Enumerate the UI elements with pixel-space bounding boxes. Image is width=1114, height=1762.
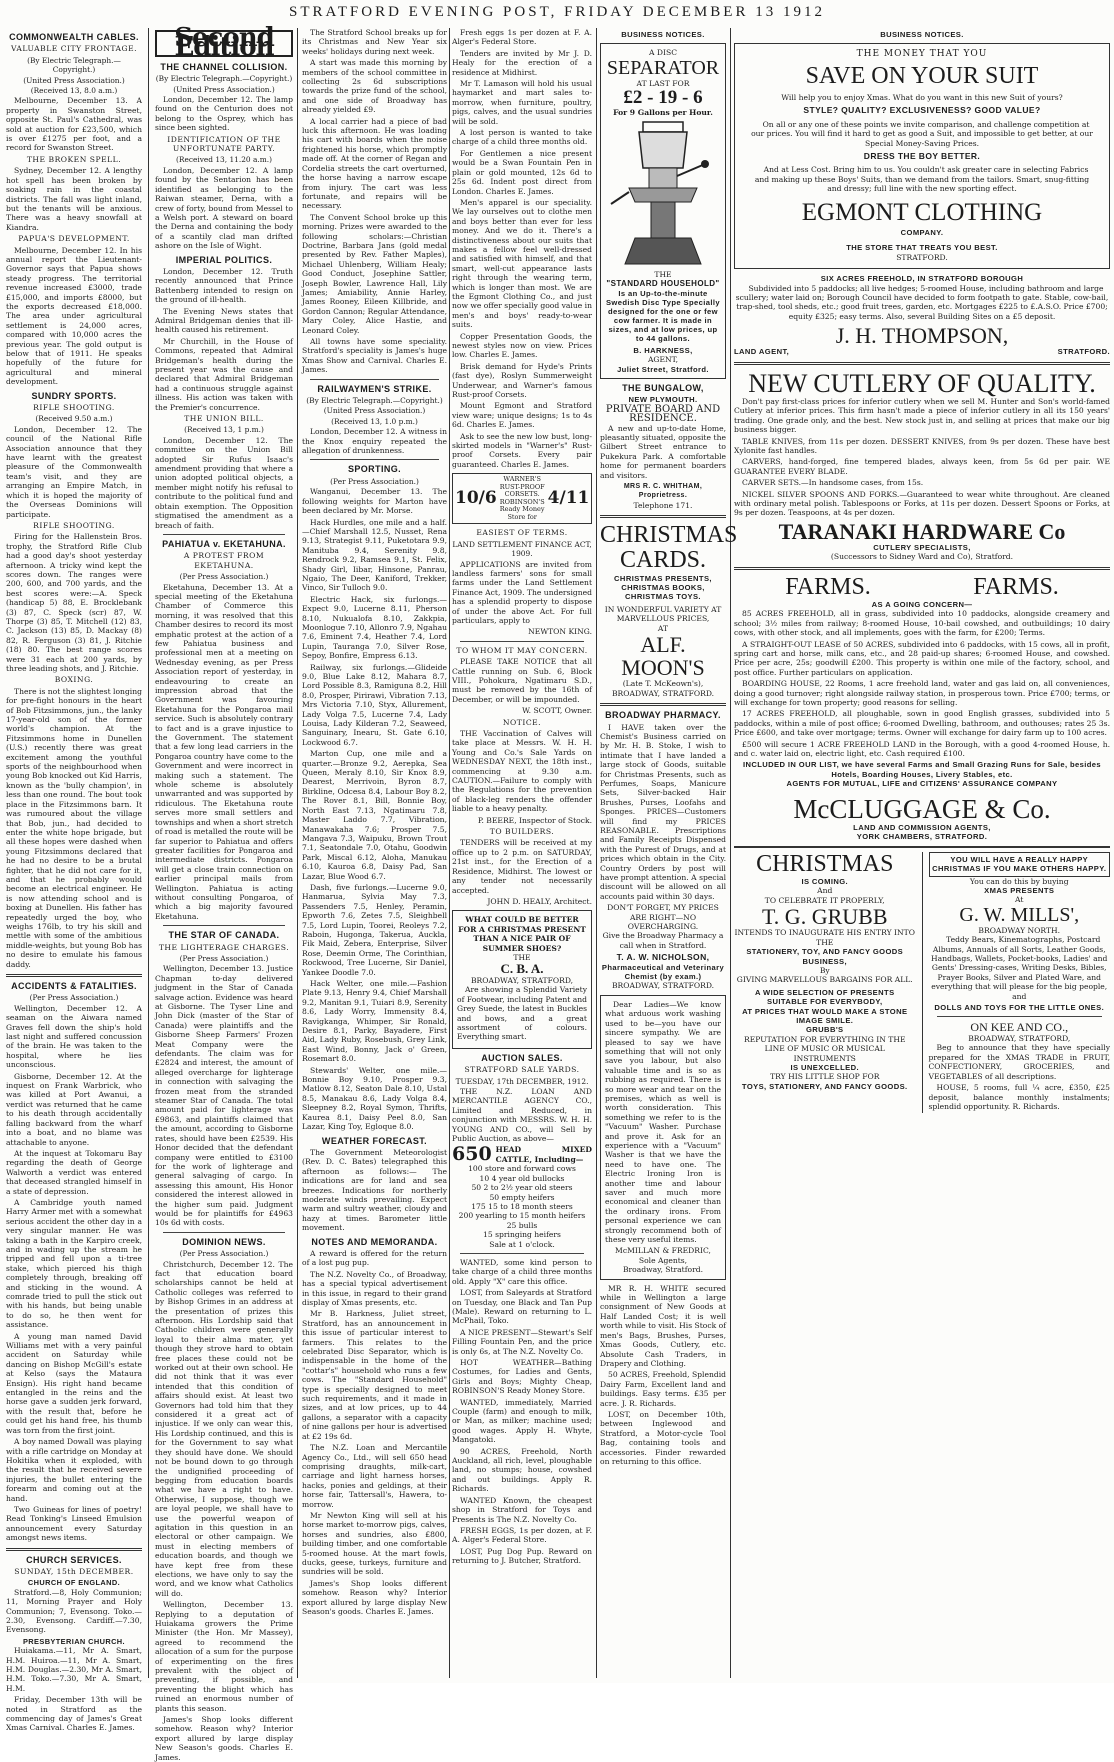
article-text: A boy named Dowall was playing with a rifle cartridge on Monday at Hokitika when it exploded, with the result that he received severe injuries, the bullet entering the forearm and coming out at the hand. xyxy=(6,1437,142,1503)
subheadline: STRATFORD SALE YARDS. xyxy=(464,1065,580,1075)
article-text: Mr T. Lamason will hold his usual haymarket and mart sales to-morrow, when furniture, poultry, pigs, calves, and the usual sundries will be sold. xyxy=(452,79,592,126)
advert-text: TRY HIS LITTLE SHOP FOR xyxy=(770,1072,880,1082)
headline: SPORTING. xyxy=(347,464,402,475)
headline: AUCTION SALES. xyxy=(481,1052,563,1063)
list-item: 15 springing heifers xyxy=(483,1230,561,1240)
cattle-heading xyxy=(452,1145,592,1164)
advert-text: APPLICATIONS are invited from landless farmers' sons for small farms under the Land Settlement Finance Act, 1909. The undersigned has a splendid property to dispose of under the above Act. For full particulars, apply to xyxy=(452,559,592,625)
byline: (By Electric Telegraph.—Copyright.) xyxy=(155,74,293,84)
section-header: BUSINESS NOTICES. xyxy=(880,30,964,39)
classified-ad: HOT WEATHER—Bathing Costumes, for Ladies and Gents, Girls and Boys; Mighty Cheap, ROBINSON'S Ready Money Store. xyxy=(452,1358,592,1396)
divider xyxy=(734,567,1110,570)
subheadline: TO BUILDERS. xyxy=(489,827,555,837)
headline: IMPERIAL POLITICS. xyxy=(175,254,273,265)
subheadline: THE BROKEN SPELL. xyxy=(26,154,122,164)
article-text: Sydney, December 12. A lengthy hot spell has been broken by soaking rain in the coastal districts. The fall was light inland, but the tenants will be anxious. There was a heavy snowfall at Kiandra. xyxy=(6,166,142,232)
advert-line: CHRISTMAS PRESENTS, xyxy=(614,573,712,583)
article-text: London, December 12. Truth recently announced that Prince Battenberg intended to resign on the ground of ill-health. xyxy=(155,266,293,305)
advert-brand: C. B. A. xyxy=(500,961,544,977)
advert-text: Dear Ladies—We know what arduous work washing used to be—you have our sincere sympathy. We are pleased to say we have something that will not only save you labour, but also valuable time and is so as rubbing as required. There is so more wear and tear on the premises, which as well is worth consideration. This something we refer to is the "Vacuum" Washer. Purchase and prove it. Ask for an experience with a "Vacuum" Washer is that we have the need to have one. The Electric Ironing Iron is another time and labour saver and much more economical and cleaner than the ordinary irons. From personal experience we can strongly recommend both of these very useful items. xyxy=(605,999,721,1245)
byline: (Per Press Association.) xyxy=(330,476,419,486)
subheadline: RIFLE SHOOTING. xyxy=(33,520,115,530)
list-item: 25 bulls xyxy=(506,1220,538,1230)
advert-heading: NEW CUTLERY OF QUALITY. xyxy=(748,368,1096,398)
sale-time: Sale at 1 o'clock. xyxy=(489,1239,555,1249)
advert-text: Is an Up-to-the-minute Swedish Disc Type Specially designed for the one or few cow farmer. It is made in sizes, and at low prices, up to 44 gallons. xyxy=(605,288,721,343)
advert-slogan: THE STORE THAT TREATS YOU BEST. xyxy=(846,243,998,253)
divider xyxy=(163,534,285,535)
advert-text: XMAS PRESENTS xyxy=(984,886,1055,896)
advert-heading: DRESS THE BOY BETTER. xyxy=(863,151,981,162)
headline: CHURCH SERVICES. xyxy=(26,1554,122,1565)
article-text: Eketahuna, December 13. At a special meeting of the Eketahuna Chamber of Commerce this morning, it was resolved that this Chamber desires to record its most emphatic protest at the action of a few Pahiatua business and professional men at a meeting on Wednesday evening, as per Press Association report of yesterday, in endeavouring to create an impression abroad that the Government was favouring Eketahuna for the Pongaroa mail service. Such is absolutely contrary to fact and is a grave injustice to the Government. The statement that a few long lead carriers in the Pongaroa country have come to the Government and were incorrect in making such a statement. The whole scheme is absolutely unwarranted and was supported by ridiculous. The Eketahuna route serves more small settlers and townships and when a short stretch of road is metalled the route will be far superior to Pahiatua and offers greater facilities for Pongaroa and intermediate districts. Pongaroa will get a close train connection on earlier principal mails from Wellington. Pahiatua is acting without consulting Pongaroa, of which a big majority favoured Eketahuna. xyxy=(155,582,293,921)
article-text: At the inquest at Tokomaru Bay regarding the death of George Walworth a verdict was entered that deceased strangled himself in a state of depression. xyxy=(6,1148,142,1196)
article-text: Stewards' Welter, one mile.—Bonnie Boy 9.10, Prosper 9.3, Matlow 8.12, Seaton Dale 8.10, Ustal 8.5, Manakau 8.6, Lady Volga 8.4, Sleepney 8.2, Royal Symon, Thrifts, Kaurea 8.1, Daisy Peel 8.0, San Lazar, King Toy, Egloque 8.0. xyxy=(302,1065,447,1132)
received-time: (Received 13, 1 p.m.) xyxy=(184,425,264,435)
article-text: The Convent School broke up this morning. Prizes were awarded to the following scholars:—Christian Doctrine, Barbara Jans (gold medal presented by Rev. Father Maples), Michael Uhlenberg, William Healy; Good Conduct, Josephine Sattler, Joseph Bowler, Lawrence Hall, Lily James; Amiability, Annie Harley, James Rooney, Eileen Killbride, and Gordon Cannon; Regular Attendance, Mary Coley, Alice Hastie, and Leonard Coley. xyxy=(302,212,447,335)
classified-ad: WANTED, immediately, Married Couple (farm) and enough to milk, or Man, as milker; machine used; good wages. Apply H. Whyte, Mangatoki. xyxy=(452,1397,592,1445)
article-text: Brisk demand for Hyde's Prints (fast dye), Roslyn Summerweight Underwear, and Warner's famous Rust-proof Corsets. xyxy=(452,361,592,400)
advert-brand: EGMONT CLOTHING xyxy=(801,198,1043,226)
article-text: A Cambridge youth named Harry Armer met with a somewhat serious accident the other day in a very singular manner. He was taking a bath in the Karpiro creek, and in wading up the stream he tripped and fell upon a ti-tree stake, which pierced his thigh completely through, breaking off and sticking in the wound. A comrade tried to pull the stick out with his hands, but being unable to do so, he then went for assistance. xyxy=(6,1197,142,1330)
advert-heading: PRIVATE BOARD AND RESIDENCE. xyxy=(605,403,721,425)
article-text: Copper Presentation Goods, the newest styles now on view. Prices low. Charles E. James. xyxy=(452,331,592,360)
advert-text: REPUTATION FOR EVERYTHING IN THE LINE OF MUSIC OR MUSICAL INSTRUMENTS xyxy=(744,1034,906,1063)
subheadline: NEW PLYMOUTH. xyxy=(628,395,698,405)
article-text: The N.Z. Novelty Co., of Broadway, has a special typical advertisement in this issue, in regard to their grand display of Xmas presents, etc. xyxy=(302,1269,447,1307)
advert-text: On all or any one of these points we invite comparison, and challenge competition at our prices. You will find it hard to get as good a Suit, and impossible to get better, at our Special Money-Saving Prices. xyxy=(751,119,1093,148)
divider xyxy=(310,459,439,460)
article-text: James's Shop looks different somehow. Reason why? Interior export allured by large display New Season's goods. Charles E. James. xyxy=(302,1578,447,1616)
received-time: (Received 9.50 a.m.) xyxy=(35,414,113,424)
advert-brand: SEPARATOR xyxy=(606,56,720,79)
advert-signature: P. BEERE, Inspector of Stock. xyxy=(477,815,592,825)
byline: (United Press Association.) xyxy=(173,84,275,94)
advert-address: BROADWAY, STRATFORD, xyxy=(470,975,574,985)
advert-text: DON'T FORGET, MY PRICES ARE RIGHT—NO OVERCHARGING. xyxy=(607,903,719,932)
column-2 xyxy=(155,23,293,1762)
classified-ad: LOST, Pug Dog Pup. Reward on returning to J. Butcher, Stratford. xyxy=(452,1546,592,1566)
cattle-count: 650 xyxy=(452,1143,492,1166)
column-rule xyxy=(297,28,298,1678)
advert-text: LAND AND COMMISSION AGENTS, xyxy=(853,822,991,832)
divider xyxy=(310,379,439,380)
advert-text: A new and up-to-date Home, pleasantly situated, opposite the Gilbert Street entrance to Pukekura Park. A comfortable home for permanent boarders and visitors. xyxy=(600,423,726,480)
list-item: 175 15 to 18 month steers xyxy=(471,1201,573,1211)
grubb-advert xyxy=(734,852,916,1114)
article-text: There is not the slightest longing for pre-fight honours in the heart of Bob Fitzsimmons, jun., the lanky 17-year-old son of the former world's champion. At the Fitzsimmons home in Dunellen (U.S.) recently there was great excitement among the youthful sports of the neighbourhood when young Bob knocked out Kid Harris, known as the 'bully champion', in less than one round. The bout took place in the Fitzsimmons barn. It was rumoured about the village that Bob, jun., had decided to enter the white hope brigade, but all these hopes were dashed when young Fitzsimmons declared that he had no desire to be a brutal fighter, that he did not care for it, and that he probably would become an electrical engineer. He is now attending school and is boxing at Dunellen. His father has repeatedly urged the boy, who weighs 176lb, to try his skill and mettle with some of the ambitious middle-weights, but young Bob has no desire to emulate his famous daddy. xyxy=(6,686,142,969)
list-item: 10 4 year old bullocks xyxy=(479,1173,565,1183)
advert-brand: McCLUGGAGE & Co. xyxy=(793,793,1051,824)
divider xyxy=(734,362,1110,365)
column-rule xyxy=(730,28,731,1678)
byline: (By Electric Telegraph.—Copyright.) xyxy=(27,55,121,75)
list-item: 100 store and forward cows xyxy=(468,1164,576,1174)
advert-text: TENDERS will be received at my office up to 2 p.m. on SATURDAY, 21st inst., for the Erection of a Residence, Midhirst. The lowest or any tender not necessarily accepted. xyxy=(452,838,592,895)
byline: (United Press Association.) xyxy=(323,406,426,416)
advert-text: A WIDE SELECTION OF PRESENTS SUITABLE FOR EVERYBODY, xyxy=(754,987,895,1007)
article-text: For Gentlemen a nice present would be a Swan Fountain Pen in plain or gold mounted, 12s 6d to 25s 6d. Indent post direct from London. Charles E. James. xyxy=(452,148,592,196)
article-text: A reward is offered for the return of a lost pug pup. xyxy=(302,1248,447,1268)
advert-text: AT xyxy=(657,623,669,633)
advert-text: Don't pay first-class prices for inferior cutlery when we sell M. Hunter and Son's world-famed Cutlery at inferior prices. This firm hasn't made a piece of inferior cutlery in all its 150 years' trading. One grade only, and the best. New stock just in, and selling at prices that make our big business bigger. xyxy=(734,396,1110,435)
section-header: BUSINESS NOTICES. xyxy=(621,30,705,39)
advert-text: At xyxy=(1015,895,1024,905)
article-text: Christchurch, December 12. The fact that education board scholarships cannot be held at Catholic colleges was referred to by Bishop Grimes in an address at the presentation of prizes this afternoon. His Lordship said that Catholic children were generally loyal to their alma mater, yet though they strove hard to obtain free places these could not be worked out at their own school. He did not think that it was ever intended that this condition of affairs should exist. At least two Governors had told him that they considered it a great act of injustice. If we only can wear this, His Lordship continued, and this is for the Government to say what they should have done. We should not be bound down to go through the undignified proceeding of begging from education boards what we have a right to have. Otherwise, I suppose, though we are loyal people, we shall have to use the powerful weapon of agitation in this question in an electoral or other campaign. We must in electing members of education boards, and though we have kept free from these elections, we have only to say the word, and we know what Catholics will do. xyxy=(155,1259,293,1598)
price: 4/11 xyxy=(547,488,590,509)
headline: WEATHER FORECAST. xyxy=(321,1135,428,1146)
advert-heading: FARMS. xyxy=(973,573,1059,600)
subheadline: THE UNION BILL. xyxy=(184,414,264,424)
advert-heading: CHRISTMAS xyxy=(600,522,738,549)
article-text: Two Guineas for lines of poetry! Read Tonking's Linseed Emulsion announcement every Saturday amongst news items. xyxy=(6,1504,142,1543)
byline: (United Press Association.) xyxy=(23,75,125,85)
article-text: Wellington, December 13. Replying to a deputation of Huiakama growers the Prime Minister (the Hon. Mr Massey), agreed to recommend the allocation of a sum for the purpose of experimenting on the fires prevalent with the object of preventing, if possible, and preventing the blight which has ruined an enormous number of plants this season. xyxy=(155,1600,293,1713)
advert-address: BROADWAY, STRATFORD. xyxy=(611,981,715,991)
list-item: 50 2 to 2½ year old steers xyxy=(471,1183,573,1193)
column-6 xyxy=(734,28,1110,1676)
article-text: James's Shop looks different somehow. Reason why? Interior export allured by large display New Season's goods. Charles E. James. xyxy=(155,1715,293,1762)
article-text: All towns have some speciality. Stratford's speciality is James's huge Xmas Show and Carnival. Charles E. James. xyxy=(302,337,447,375)
section-label: CHURCH OF ENGLAND. xyxy=(27,1578,121,1588)
article-text: Mr Churchill, in the House of Commons, repeated that Admiral Bridgeman's health during the present year was the cause and declared that Admiral Bridgeman had a continuous struggle against illness. His action was taken with the Premier's concurrence. xyxy=(155,336,293,412)
article-text: Gisborne, December 12. At the inquest on Frank Warbrick, who was killed at Port Awanui, a verdict was returned that he came to his death through accidentally falling backward from the wharf into a boat, and no blame was attachable to anyone. xyxy=(6,1071,142,1147)
advert-text: TABLE KNIVES, from 11s per dozen. DESSERT KNIVES, from 9s per dozen. These have best Xylonite fast handles. xyxy=(734,436,1110,455)
classified-ad: HOUSE, 5 rooms, full ¼ acre, £350, £25 deposit, balance monthly instalments; splendid opportunity. R. Richards. xyxy=(928,1083,1110,1111)
headline: THE STAR OF CANADA. xyxy=(168,930,280,941)
advert-text: Teddy Bears, Kinematographs, Postcard Albums, Annuals of all Sorts, Leather Goods, Handbags, Wallets, Pocket-books, Ladies' and Gents' Dressing-cases, Writing Desks, Bibles, Prayer Books, Silver and Plated Ware, and everything that will please for the big people, and xyxy=(931,935,1108,1001)
article-text: Friday, December 13th will be noted in Stratford as the commencing day of James's Great Xmas Carnival. Charles E. James. xyxy=(6,1695,142,1733)
advert-signature: MRS R. C. WHITHAM, Proprietress. xyxy=(623,483,703,500)
article-text: Mr B. Harkness, Juliet street, Stratford, has an announcement in this issue of particular interest to farmers. This relates to the celebrated Disc Separator, which is indispensable in the home of the "cottar's" household who runs a few cows. The "Standard Household" type is specially designed to meet such requirements, and it made in sizes, and at low prices, up to 44 gallons, a separator with a capacity of nine gallons per hour is advertised at £2 19s 6d. xyxy=(302,1309,447,1441)
separator-illustration xyxy=(605,118,721,268)
article-text: Marton Cup, one mile and a quarter.—Bronze 9.2, Aerepka, Sea Queen, Meraly 8.10, Sir Knox 8.9, Dearest, Merrivoin, Byron 8.7, Birkline, Odcesa 8.4, Labour Boy 8.2, The Rover 8.1, Bill, Bonnie Boy, North East 7.13, Ngatimaru 7.8, Master Laddo 7.7, Vibration, Manawakaha 7.6; Prosper 7.5, Mangava 7.3, Waipuku, Brown Trout 7.1, Seatondale 7.0, Otahu, Goodwin Park, Miscal 6.12, Aloha, Manukau 6.10, Kauroa 6.8, Daisy Pad, San Lazar, Blue Wood 6.7. xyxy=(302,749,447,881)
subheadline: VALUABLE CITY FRONTAGE. xyxy=(10,44,138,54)
subheadline: THE LIGHTERAGE CHARGES. xyxy=(158,942,290,952)
advert-text: IS UNEXCELLED. xyxy=(790,1062,859,1072)
article-text: London, December 12. The council of the National Rifle Association announce that they have learnt with the greatest pleasure of the Commonwealth team's visit, and they are arranging an Empire Match, in which it is hoped the majority of the Overseas Dominions will participate. xyxy=(6,424,142,519)
advert-text: NICKEL SILVER SPOONS AND FORKS.—Guaranteed to wear white throughout. Are cleaned with ordinary metal polish. Tablespoons or Forks, at 11s per dozen. Dessert Spoons or Forks, at 9s per dozen. Teaspoons, at 4s per dozen. xyxy=(734,489,1110,518)
advert-heading: CHRISTMAS xyxy=(756,850,894,877)
article-text: Mr Newton King will sell at his horse market to-morrow pigs, calves, horses and sundries, also £800, building timber, and one comfortable 5-roomed house. At the mart fowls, ducks, geese, turkeys, furniture and sundries will be sold. xyxy=(302,1510,447,1577)
advert-text: PLEASE TAKE NOTICE that all Cattle running on Sub. 6, Block VIII., Pohokura, Ngatimaru S.D., must be removed by the 16th of December, or will be impounded. xyxy=(452,657,592,704)
article-text: Mount Egmont and Stratford view ware; unique designs; 1s to 4s 6d. Charles E. James. xyxy=(452,401,592,430)
article-text: Melbourne, December 12. In his annual report the Lieutenant-Governor says that Papua shows steady progress. The territorial revenue increased £3000, trade £15,000, and imports £8000, but the exports decreased £18,000. The area under agricultural settlement is 24,000 acres, compared with 10,000 acres the previous year. The gold output is below that of 1911. He speaks hopefully of the future for agricultural and mineral development. xyxy=(6,245,142,387)
advert-heading: CARDS. xyxy=(619,547,707,574)
advert-line: CHRISTMAS TOYS. xyxy=(625,592,701,602)
article-text: Tenders are invited by Mr J. D. Healy for the erection of a residence at Midhirst. xyxy=(452,48,592,77)
advert-text: Pharmaceutical and Veterinary xyxy=(601,962,725,972)
advert-signature: NEWTON KING. xyxy=(528,627,592,637)
divider xyxy=(163,925,285,926)
column-rule xyxy=(148,28,149,1678)
subheadline: LAND SETTLEMENT FINANCE ACT, 1909. xyxy=(452,539,592,559)
advert-text: TOYS, STATIONERY, AND FANCY GOODS. xyxy=(741,1081,908,1091)
headline: RAILWAYMEN'S STRIKE. xyxy=(317,383,432,394)
classified-ad: FRESH EGGS, 1s per dozen, at F. A. Alger's Federal Store. xyxy=(452,1525,592,1545)
advert-text: Chemist (by exam.) xyxy=(624,972,702,982)
advert-text: THE xyxy=(654,269,672,279)
classified-ad: LOST, from Saleyards at Stratford on Tuesday, one Black and Tan Pup (Male). Reward on returning to L. McPhail, Toko. xyxy=(452,1288,592,1326)
headline: ACCIDENTS & FATALITIES. xyxy=(11,981,137,991)
article-text: Men's apparel is our speciality. We lay ourselves out to clothe men and boys better than ever for less money. And we do it. There's a distinctiveness about our suits that makes a fellow feel well-dressed and satisfied with himself, and that smart, well-cut appearance lasts right through the wearing term, which is longer than most. We are the Egmont Clothing Co., and just now we offer specially good value in men's and boys' ready-to-wear suits. xyxy=(452,197,592,330)
advert-text: GIVING MARVELLOUS BARGAINS FOR ALL. xyxy=(736,975,913,985)
advert-text: Telephone 171. xyxy=(633,500,693,510)
article-text: Firing for the Hallenstein Bros. trophy, the Stratford Rifle Club had a good day's shoot yesterday afternoon. A tricky wind kept the scores down. The ranges were 200, 600, and 700 yards, and the best scores were:—A. Speck (handicap 5) 88, E. Brocklebank (3) 87, C. Speck (scr) 87, W. Thorpe (3) 85, T. Mitchell (12) 83, C. Jackson (13) 85, D. Mackay (8) 82, R. Ferguson (3) 81, J. Ritchie (18) 80. The best range scores were 31 each at 200 yards, by three leading shots, and J. Ritchie. xyxy=(6,532,142,673)
advert-text: GRUBB'S xyxy=(805,1025,844,1035)
listing: BOARDING HOUSE, 22 Rooms, 1 acre freehold land, water and gas laid on, all conveniences, doing a good turnover; right alongside railway station, in prosperous town. Price £700; terms, or will exchange for town property; good reasons for selling. xyxy=(734,679,1110,707)
list-item: 200 yearling to 15 month heifers xyxy=(458,1211,586,1221)
advert-brand: T. G. GRUBB xyxy=(762,904,888,930)
advert-address: BROADWAY, STRATFORD. xyxy=(611,688,715,698)
advert-text: AGENTS FOR MUTUAL, LIFE and CITIZENS' ASSURANCE COMPANY xyxy=(786,779,1058,789)
advert-text: THE xyxy=(513,952,531,962)
advert-text: AT PRICES THAT WOULD MAKE A STONE IMAGE SMILE. xyxy=(742,1006,908,1025)
article-text: Wellington, December 12. A seaman on the Aiwara named Graves fell down the ship's hold last night and suffered concussion of the brain. He was taken to the hospital, where he lies unconscious. xyxy=(6,1003,142,1070)
cattle-title: HEAD MIXED CATTLE, Including— xyxy=(495,1145,592,1164)
advert-text: Will help you to enjoy Xmas. What do you want in this new Suit of yours? xyxy=(781,93,1063,102)
article-text: Huiakama.—11, Mr A. Smart, H.M. Huiroa.—11, Mr A. Smart, H.M. Douglas.—2.30, Mr A. Smart, H.M. Toko.—7.30, Mr A. Smart, H.M. xyxy=(6,1646,142,1693)
byline: (Per Press Association.) xyxy=(179,572,269,582)
classified-ad: 50 ACRES, Freehold, Splendid Dairy Farm, Excellent land and buildings. Easy terms. £35 per acre. J. R. Richards. xyxy=(600,1370,726,1408)
advert-text: TO CELEBRATE IT PROPERLY, xyxy=(764,895,885,905)
advert-text: (Late T. McKeown's), xyxy=(622,679,704,689)
bottom-adverts xyxy=(734,846,1110,1114)
advert-brand: ALF. MOON'S xyxy=(621,632,705,681)
advert-address: BROADWAY, STRATFORD, xyxy=(968,1034,1071,1044)
listing: 85 ACRES FREEHOLD, all in grass, subdivided into 10 paddocks, alongside creamery and school; 3½ miles from railway; 8-roomed House, 10-bail cowshed, and outbuildings; 10 dairy cows, with other stock, and all implements, goes with the farm, for £200; Terms. xyxy=(734,609,1110,638)
advert-signature: JOHN D. HEALY, Architect. xyxy=(487,896,592,906)
article-text: Stratford.—8, Holy Communion; 11, Morning Prayer and Holy Communion; 7, Evensong. Toko.—2.30, Evensong. Cardiff.—7.30, Evensong. xyxy=(6,1587,142,1635)
headline: SUNDRY SPORTS. xyxy=(31,390,117,401)
advert-address: BROADWAY NORTH. xyxy=(978,925,1061,935)
advert-name: B. HARKNESS, xyxy=(633,345,693,355)
article-text: London, December 12. A witness in the Knox enquiry repeated the allegation of drunkenness. xyxy=(302,427,447,456)
headline: DOMINION NEWS. xyxy=(182,1236,266,1247)
column-rule xyxy=(449,28,450,1678)
article-text: The Stratford School breaks up for its Christmas and New Year six weeks' holidays during next week. xyxy=(302,28,447,56)
article-text: The Government Meteorologist (Rev. D. C. Bates) telegraphed this afternoon as follows:— The indications are for land and sea breezes. Indications for northerly moderate winds prevailing. Expect warm and sultry weather, cloudy and hazy at times. Barometer little movement. xyxy=(302,1147,447,1233)
advert-heading: FARMS. xyxy=(785,573,871,600)
article-text: Electric Hack, six furlongs.—Expect 9.0, Lucerne 8.11, Pherson 8.10, Nukualofa 8.10, Zakkpia, Moonlogue 7.10, Allonro 7.9, Ngahau 7.6, Eminent 7.4, Heather 7.4, Lord Lupin, Tauranga 7.0, Silver Rose, Sepoy, Bonfire, Empress 6.13. xyxy=(302,594,447,661)
classified-ad: 90 ACRES, Freehold, North Auckland, all rich, level, ploughable land, no stumps; house, cowshed and out buildings. Apply R. Richards. xyxy=(452,1446,592,1494)
headline: THE CHANNEL COLLISION. xyxy=(160,61,288,72)
column-1 xyxy=(6,28,142,1733)
advert-text: AGENT, xyxy=(647,355,679,365)
advert-heading: SIX ACRES FREEHOLD, IN STRATFORD BOROUGH xyxy=(820,274,1024,284)
classified-ad: A NICE PRESENT—Stewart's Self Filling Fountain Pen, and the price is only 6s, at The N.Z. Novelty Co. xyxy=(452,1327,592,1356)
edition-title: Second Edition xyxy=(155,30,293,57)
headline: BROADWAY PHARMACY. xyxy=(605,710,721,721)
agent-line xyxy=(734,347,1110,356)
subheadline: IDENTIFICATION OF THE UNFORTUNATE PARTY. xyxy=(167,134,281,154)
divider xyxy=(6,974,142,977)
divider xyxy=(460,1253,584,1254)
headline: PAHIATUA v. EKETAHUNA. xyxy=(162,538,286,549)
headline: NOTES AND MEMORANDA. xyxy=(311,1236,438,1247)
advert-text: CARVER SETS.—In handsome cases, from 15s. xyxy=(742,478,924,488)
article-text: London, December 12. The committee on the Union Bill adopted Sir Rufus Isaac's amendment providing that where a union adopted political objects, a member might notify his refusal to contribute to the political fund and obtain exemption. The Opposition stigmatised the amendment as a breach of faith. xyxy=(155,435,293,530)
article-text: Dash, five furlongs.—Lucerne 9.0, Hanmarua, Sylvia May 7.3, Passenders 7.5, Henley, Peramin, Epworth 7.6, Zetes 7.5, Sleighbell 7.5, Lord Lupin, Toorei, Reoleys 7.2, Raboin, Hugonga, Takerua, Auckla, Fik Maid, Zebera, Enterprise, Silver Rose, Deemin Orme, The Corinthian, Rockwood, Tree Lucerne, Sir Daniel, Yankee Doodle 7.0. xyxy=(302,882,447,977)
article-text: London, December 12. The lamp found on the Centurion does not belong to the Osprey, which has since been sighted. xyxy=(155,95,293,133)
advert-text: STATIONERY, TOY, AND FANCY GOODS BUSINESS, xyxy=(746,947,904,966)
received-time: (Received 13, 11.20 a.m.) xyxy=(176,155,272,165)
article-text: Ask to see the new low bust, long-skirted models in "Warner's" Rust-proof Corsets. Every pair guaranteed. Charles E. James. xyxy=(452,431,592,469)
advert-address: Broadway, Stratford. xyxy=(622,1265,704,1275)
byline: (Per Press Association.) xyxy=(179,1249,269,1259)
advert-text: And xyxy=(817,886,833,896)
byline: (Per Press Association.) xyxy=(29,993,119,1003)
article-text: The Evening News states that Admiral Bridgeman denies that ill-health caused his retirement. xyxy=(155,306,293,335)
advert-text: AT LAST FOR xyxy=(636,78,690,88)
advert-brand: TARANAKI HARDWARE Co xyxy=(778,518,1066,544)
advert-text: For 9 Gallons per Hour. xyxy=(613,108,713,118)
received-time: (Received 13, 1.0 p.m.) xyxy=(331,416,418,426)
price: 10/6 xyxy=(455,488,497,509)
price: £2 - 19 - 6 xyxy=(623,87,703,109)
advert-text: You can do this by buying xyxy=(969,876,1069,886)
mills-advert xyxy=(922,852,1111,1114)
section-label: PRESBYTERIAN CHURCH. xyxy=(22,1636,126,1646)
cattle-list xyxy=(452,1164,592,1239)
subheadline: EASIEST OF TERMS. xyxy=(476,528,568,538)
advert-text: I HAVE taken over the Chemist's Business carried on by Mr. H. B. Stoke, I wish to intimate that I have landed a large stock of Goods, suitable for Christmas Presents, such as Perfumes, Soaps, Manicure Sets, Silver-backed Hair Brushes, Purses, Loofahs and Sponges. PRICES—Customers will find my PRICES REASONABLE. Prescriptions and Family Receipts Dispensed with the Purest of Drugs, and at prices which obtain in the City. Country Orders by post will have prompt attention. A special discount will be allowed on all accounts paid within 30 days. xyxy=(600,722,726,901)
advert-address: (Successors to Sidney Ward and Co), Stratford. xyxy=(830,552,1014,562)
divider xyxy=(6,1548,142,1551)
advert-text: CUTLERY SPECIALISTS, xyxy=(873,542,971,552)
advert-address: YORK CHAMBERS, STRATFORD. xyxy=(856,832,988,842)
column-4 xyxy=(452,28,592,1676)
listing: 17 ACRES FREEHOLD, all ploughable, sown in good English grasses, subdivided into 5 paddocks, within a mile of post office; 6-roomed Dwelling, bathroom, and outhouses; rates 25 3s. Price £600, and take over mortgage; terms. Owner will exchange for dairy farm up to 100 acres. xyxy=(734,709,1110,738)
advert-heading: WHAT COULD BE BETTER FOR A CHRISTMAS PRESENT THAN A NICE PAIR OF SUMMER SHOES? xyxy=(458,915,586,953)
article-text: Hack Hurdles, one mile and a half.—Chief Marshall 12.5, Nusset, Rena 9.13, Strategist 9.11, Puketotara 9.9, Manituba 9.4, Serenity 9.8, Rendrock 9.2, Ramsea 9.1, St. Felix, Shady Girl, Iibar, Hinsone, Panrau, Ngaio, The Deer, Kaniford, Trekker, Vinco, Sir Tulloch 9.0. xyxy=(302,517,447,593)
advert-text: AS A GOING CONCERN— xyxy=(871,599,973,609)
advert-text: CARVERS, hand-forged, fine tempered blades, always keen, from 5s 6d per pair. WE GUARANTEE EVERY BLADE. xyxy=(734,457,1110,476)
article-text: Railway, six furlongs.—Glideide 9.0, Blue Lake 8.12, Mahara 8.7, Lord Possible 8.3, Ramiguna 8.2, Hill 8.0, Prosper, Pirirawi, Vibration 7.13, Mrs Victoria 7.10, Styx, Allurement, Lady Volga 7.5, Lucerne 7.4, Lady Louisa, Lady Kilderan 7.2, Seaweed, Sanguinary, Inearu, St. Gate 6.10, Lockwood 6.7. xyxy=(302,662,447,747)
shoes-advert xyxy=(452,910,592,1049)
advert-text: THE MONEY THAT YOU xyxy=(856,49,988,60)
classified-ad: MR R. H. WHITE secured while in Wellington a large consignment of New Goods at Half Landed Cost; it is well worth while to visit. His Stock of men's Bags, Brushes, Purses, Xmas Goods, Cutlery, etc. Absolute Cash Traders, in Drapery and Clothing. xyxy=(600,1283,727,1368)
farms-heading xyxy=(734,575,1110,600)
advert-product: "STANDARD HOUSEHOLD" xyxy=(606,279,720,289)
article-text: A young man named David Williams met with a very painful accident on Saturday while dancing on Bishop McGill's estate at Kelso (says the Mataura Ensign). His right hand became entangled in the reins and the horse gave a sudden jerk forward, with the result that, before he could get his hand free, his thumb was torn from the first joint. xyxy=(6,1331,142,1435)
advert-signature: W. SCOTT, Owner. xyxy=(522,706,592,716)
advert-text: INTENDS TO INAUGURATE HIS ENTRY INTO THE xyxy=(734,928,915,947)
divider xyxy=(460,641,584,642)
advert-name: T. A. W. NICHOLSON, xyxy=(616,952,710,963)
advert-text: Give the Broadway Pharmacy a call when in Stratford. xyxy=(602,931,724,950)
advert-address: STRATFORD. xyxy=(1057,347,1110,357)
advert-text: COMPANY. xyxy=(900,227,944,237)
advert-brand: J. H. THOMPSON, xyxy=(835,323,1009,349)
advert-text: THE N.Z. LOAN AND MERCANTILE AGENCY CO., Limited and Reduced, in conjunction with MESSRS. W. H. H. YOUNG AND CO., will Sell by Public Auction, as above— xyxy=(452,1087,592,1144)
advert-heading: YOU WILL HAVE A REALLY HAPPY CHRISTMAS IF YOU MAKE OTHERS HAPPY. xyxy=(929,852,1111,877)
classified-ad: LOST, on December 10th, between Inglewood and Stratford, a Motor-cycle Tool Bag, containing tools and accessories. Finder rewarded on returning to this office. xyxy=(600,1409,726,1466)
article-text: A lost person is wanted to take charge of a child three months old. xyxy=(452,128,592,147)
advert-text: INCLUDED IN OUR LIST, we have several Farms and Small Grazing Runs for Sale, besides Hotels, Boarding Houses, Livery Stables, etc. xyxy=(742,760,1102,779)
article-text: London, December 12. A lamp found by the Sentarion has been identified as belonging to the Raiwan steamer, Derna, with a crew of forty, bound from Messel to a Welsh port. A steward on board the Derna and containing the body of a scantily clad man drifted ashore on the Isle of Wight. xyxy=(155,165,293,251)
article-text: Melbourne, December 13. A property in Swanston Street, opposite St. Paul's Cathedral, was sold at auction for £23,500, which is over £1275 per foot, and a record for Swanston Street. xyxy=(6,96,142,153)
advert-text: WARNER'S RUST-PROOF CORSETS. ROBINSON'S Ready Money Store for xyxy=(499,475,545,521)
classified-ad: WANTED Known, the cheapest shop in Stratford for Toys and Presents is The N.Z. Novelty Co. xyxy=(452,1495,592,1524)
advert-text: By xyxy=(819,965,830,975)
advert-brand: ON KEE AND CO., xyxy=(970,1020,1069,1035)
column-3 xyxy=(302,28,447,1676)
advert-text: THE Vaccination of Calves will take place at Messrs. W. H. H. Young and Co.'s Sale Yards on WEDNESDAY NEXT, the 18th inst., commencing at 9.30 a.m. CAUTION.—Failure to comply with the Regulations for the prevention of black-leg renders the offender liable to a heavy penalty. xyxy=(452,729,592,814)
advert-text: A DISC xyxy=(649,48,677,58)
subheadline: A PROTEST FROM EKETAHUNA. xyxy=(183,551,265,570)
subheadline: TO WHOM IT MAY CONCERN. xyxy=(456,645,588,655)
column-5 xyxy=(600,28,738,1676)
classified-ad: WANTED, some kind person to take charge of a child three months old. Apply "X" care this office. xyxy=(452,1257,592,1286)
column-rule xyxy=(596,28,597,1678)
article-text: Fresh eggs 1s per dozen at F. A. Alger's Federal Store. xyxy=(452,28,592,47)
subheadline: RIFLE SHOOTING. xyxy=(33,403,115,413)
masthead: STRATFORD EVENING POST, FRIDAY DECEMBER 13 1912 xyxy=(289,4,825,20)
divider xyxy=(937,1016,1103,1017)
headline: COMMONWEALTH CABLES. xyxy=(9,32,139,42)
subheadline: BOXING. xyxy=(54,675,94,685)
date-line: TUESDAY, 17th DECEMBER, 1912. xyxy=(455,1076,589,1086)
advert-heading: SAVE ON YOUR SUIT xyxy=(805,62,1039,89)
byline: (Per Press Association.) xyxy=(179,953,269,963)
corset-advert xyxy=(452,473,592,524)
subheadline: NOTICE. xyxy=(502,717,542,727)
subheadline: SUNDAY, 15th DECEMBER. xyxy=(14,1566,134,1576)
article-text: A local carrier had a piece of bad luck this afternoon. He was loading his cart with boards when the noise frightened his horse, which promptly made off. At the corner of Regan and Cordelia streets the cart overturned, the horse having a narrow escape from injury. The cart was less fortunate, and repairs will be necessary. xyxy=(302,116,447,211)
headline: THE BUNGALOW, xyxy=(622,383,704,393)
article-text: Wellington, December 13. Justice Chapman to-day delivered judgment in the Star of Canada salvage action. Evidence was heard at Gisborne. The Tyser Line and John Dick (master of the Star of Canada) were plaintiffs and the Gisborne Sheep Farmers' Frozen Meat Company were the defendants. The claim was for £2824 and interest, the amount of alleged overcharge for lighterage in connection with salvaging the frozen meat from the stranded steamer Star of Canada. The total amount paid for lighterage was £9863, and plaintiffs claimed that the amount, according to Gisborne rates, should have been £2539. His Honor decided that the defendant company were entitled to £3100 for the work of lighterage and general salvaging of cargo. In assessing this amount, His Honor considered the interest allowed in the higher sum paid. Judgment would be for plaintiffs for £4963 10s 6d with costs. xyxy=(155,964,293,1228)
advert-heading: STYLE? QUALITY? EXCLUSIVENESS? GOOD VALUE? xyxy=(803,105,1041,116)
article-text: The N.Z. Loan and Mercantile Agency Co., Ltd., will sell 650 head comprising draughts, milk-cart, carriage and light harness horses, hacks, ponies and geldings, at their horse fair, Tattersall's, Hawera, to-morrow. xyxy=(302,1443,447,1509)
divider xyxy=(600,703,726,706)
divider xyxy=(163,1232,285,1233)
list-item: 50 empty heifers xyxy=(489,1192,555,1202)
advert-text: Are showing a Splendid Variety of Footwear, including Patent and Grey Suede, the latest in Buckles and bows, and a great assortment of colours. Everything smart. xyxy=(457,985,587,1042)
advert-text: Sole Agents, xyxy=(638,1255,688,1265)
article-text: A start was made this morning by members of the school committee in collecting 2s 6d subscriptions towards the prize fund of the school, and one side of Broadway has already yielded £9. xyxy=(302,58,447,115)
washer-advert xyxy=(600,995,726,1280)
divider xyxy=(600,515,726,518)
advert-brand: G. W. MILLS', xyxy=(959,903,1080,926)
advert-text: Beg to announce that they have specially prepared for the XMAS TRADE in FRUIT, CONFECTIONERY, GROCERIES, and VEGETABLES of all descriptions. xyxy=(928,1043,1110,1081)
advert-text: IS COMING. xyxy=(801,876,849,886)
separator-advert xyxy=(600,43,726,379)
byline: (By Electric Telegraph.—Copyright.) xyxy=(306,396,443,406)
listing: £500 will secure 1 ACRE FREEHOLD LAND in the Borough, with a good 4-roomed House, h. and c. water laid on, electric light, etc. Cash required £100. xyxy=(734,739,1110,759)
listing: A STRAIGHT-OUT LEASE of 50 ACRES, subdivided into 6 paddocks, with 15 cows, all in profit, spring cart and horse, milk cans, etc., and 28 paid-up shares; 6-roomed House, and cowshed. Price per acre, 25s; goodwill £200. This property is within one mile of the factory, school, and post office. Further particulars on application. xyxy=(734,639,1110,677)
advert-text: Subdivided into 5 paddocks; all live hedges; 5-roomed House, including bathroom and large scullery; water laid on; Borough Council have decided to form footpath to gate. Stable, cow-bail, trap-shed, tool sheds, etc.; good fruit trees, garden, etc. Mortgages £225 to £.A.S.O. Price £700; equity £325; easy terms. Also, several Building Sites on a £5 deposit. xyxy=(735,283,1109,321)
advert-text: IN WONDERFUL VARIETY AT MARVELLOUS PRICES, xyxy=(604,604,722,624)
received-time: (Received 13, 8.0 a.m.) xyxy=(30,86,118,96)
advert-address: STRATFORD. xyxy=(896,252,948,262)
suit-advert xyxy=(734,43,1110,269)
advert-text: DOLLS AND TOYS FOR THE LITTLE ONES. xyxy=(934,1003,1105,1013)
advert-address: Juliet Street, Stratford. xyxy=(617,364,709,374)
advert-text: LAND AGENT, xyxy=(734,347,790,357)
subheadline: PAPUA'S DEVELOPMENT. xyxy=(18,234,130,244)
advert-signature: McMILLAN & FREDRIC, xyxy=(615,1246,711,1256)
article-text: Wanganui, December 13. The following weights for Marton have been declared by Mr. Morse. xyxy=(302,487,447,516)
advert-text: And at Less Cost. Bring him to us. You couldn't ask greater care in selecting Fabrics and making up these Boys' Suits, than we demand from the tailors. Smart, snug-fitting and dressy; full line with the new sporting effect. xyxy=(754,165,1090,194)
advert-line: CHRISTMAS BOOKS, xyxy=(621,583,705,593)
article-text: Hack Welter, one mile.—Fashion Plate 9.13, Henry 9.4, Chief Marshall 9.2, Manitan 9.1, Tuiari 8.9, Serenity 8.6, Lady Worry, Immensity 8.4, Ravigkanga, Whimper, Sir Ronald, Desire 8.1, Parky, Bayadere, First Aid, Lady Ruby, Rosebush, Grey Link, East Wind, Bonny, Jack o' Green, Rosemart 8.0. xyxy=(302,979,447,1064)
